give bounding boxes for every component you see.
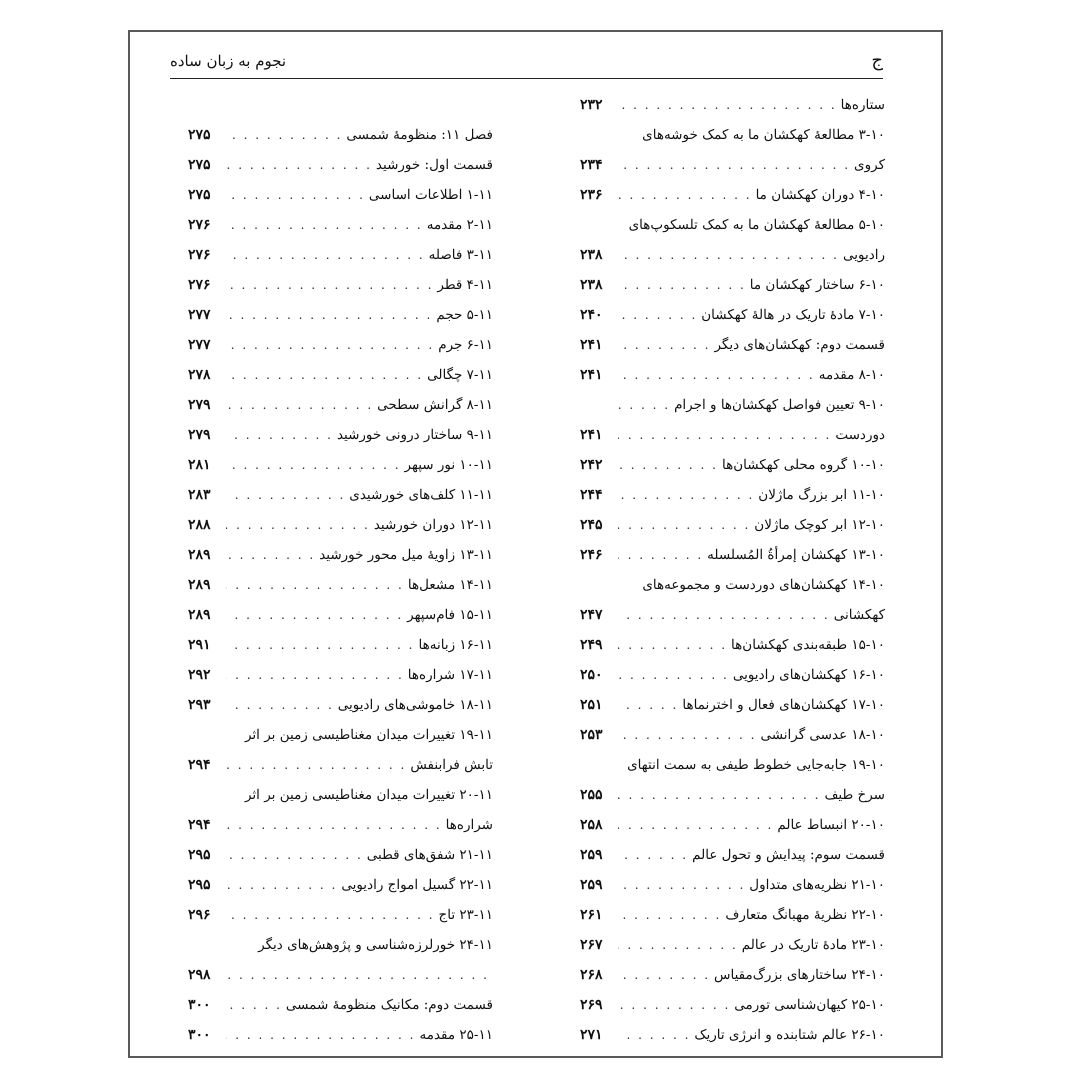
toc-entry [188, 510, 493, 540]
toc-entry-title: ۹-۱۰ تعیین فواصل کهکشان‌ها و اجرام [674, 397, 885, 413]
toc-entry-page: ۲۳۴ [580, 157, 603, 173]
toc-entry-page: ۲۷۵ [188, 157, 211, 173]
toc-entry-page: ۲۷۹ [188, 427, 211, 443]
toc-entry-title: قسمت سوم: پیدایش و تحول عالم [692, 847, 885, 863]
toc-entry-title: ۱۸-۱۱ خاموشی‌های رادیویی [337, 697, 493, 713]
toc-entry [188, 330, 493, 360]
dot-leader [618, 900, 721, 930]
toc-entry-page: ۲۵۰ [580, 667, 603, 683]
dot-leader [226, 330, 434, 360]
dot-leader [618, 240, 839, 270]
toc-entry [188, 390, 493, 420]
dot-leader [618, 660, 729, 690]
dot-leader [618, 570, 638, 600]
toc-entry-title: ۱۲-۱۱ دوران خورشید [373, 517, 493, 533]
toc-entry-title: تابش فرابنفش [410, 757, 493, 773]
toc-entry-page: ۲۸۹ [188, 607, 211, 623]
toc-entry-title: ۹-۱۱ ساختار درونی خورشید [336, 427, 493, 443]
toc-entry-title: ۲۰-۱۱ تغییرات میدان مغناطیسی زمین بر اثر [244, 787, 493, 803]
toc-entry-title: ۱۹-۱۱ تغییرات میدان مغناطیسی زمین بر اثر [244, 727, 493, 743]
toc-entry-page: ۲۸۳ [188, 487, 211, 503]
dot-leader [618, 150, 850, 180]
toc-entry-page: ۲۵۹ [580, 877, 603, 893]
book-page [128, 30, 943, 1058]
toc-entry-title: قسمت دوم: کهکشان‌های دیگر [714, 337, 885, 353]
toc-entry [188, 720, 493, 750]
dot-leader [618, 690, 678, 720]
dot-leader [618, 930, 738, 960]
toc-entry-title: ۳-۱۱ فاصله [428, 247, 493, 263]
toc-entry [580, 330, 885, 360]
dot-leader [226, 450, 401, 480]
toc-entry [580, 420, 885, 450]
toc-entry-title: ۸-۱۱ گرانش سطحی [377, 397, 493, 413]
dot-leader [226, 390, 373, 420]
toc-entry [580, 990, 885, 1020]
toc-column-left [188, 90, 493, 1050]
toc-entry [188, 150, 493, 180]
toc-entry-title: ۲-۱۱ مقدمه [426, 217, 493, 233]
dot-leader [618, 600, 830, 630]
toc-entry [188, 630, 493, 660]
dot-leader [618, 480, 754, 510]
toc-entry [188, 180, 493, 210]
dot-leader [226, 660, 404, 690]
toc-entry-title: ۱۰-۱۰ گروه محلی کهکشان‌ها [722, 457, 885, 473]
toc-entry-title: ۶-۱۱ جرم [438, 337, 493, 353]
toc-entry-page: ۲۹۱ [188, 637, 211, 653]
toc-entry [580, 660, 885, 690]
toc-entry [580, 900, 885, 930]
dot-leader [618, 750, 623, 780]
toc-entry-title: ۱۲-۱۰ ابر کوچک ماژلان [754, 517, 885, 533]
toc-entry-page: ۲۶۱ [580, 907, 603, 923]
toc-entry-title: قسمت اول: خورشید [375, 157, 493, 173]
toc-entry [188, 240, 493, 270]
toc-entry-page: ۲۵۹ [580, 847, 603, 863]
dot-leader [226, 360, 423, 390]
toc-entry-title: ۲۲-۱۰ نظریهٔ مهبانگ متعارف [725, 907, 885, 923]
toc-entry-page: ۲۳۲ [580, 97, 603, 113]
toc-entry-title: ۴-۱۰ دوران کهکشان ما [755, 187, 885, 203]
dot-leader [618, 300, 697, 330]
toc-entry-page: ۲۴۴ [580, 487, 603, 503]
toc-entry [188, 930, 493, 960]
toc-entry [580, 570, 885, 600]
dot-leader [226, 270, 433, 300]
dot-leader [618, 510, 750, 540]
toc-entry [188, 300, 493, 330]
toc-entry-page: ۲۴۲ [580, 457, 603, 473]
dot-leader [226, 720, 241, 750]
dot-leader [226, 180, 365, 210]
toc-entry-title: ۶-۱۰ ساختار کهکشان ما [749, 277, 885, 293]
toc-entry-page: ۲۶۷ [580, 937, 603, 953]
dot-leader [618, 540, 703, 570]
toc-entry-page: ۲۴۰ [580, 307, 603, 323]
page-header [170, 46, 883, 79]
toc-entry-title: قسمت دوم: مکانیک منظومهٔ شمسی [285, 997, 493, 1013]
toc-entry-page: ۲۵۳ [580, 727, 603, 743]
toc-entry-page: ۲۸۹ [188, 577, 211, 593]
toc-entry-page: ۲۷۷ [188, 307, 211, 323]
toc-entry [188, 270, 493, 300]
dot-leader [226, 630, 415, 660]
toc-entry [188, 570, 493, 600]
toc-entry-page: ۲۷۸ [188, 367, 211, 383]
toc-entry [188, 810, 493, 840]
toc-entry [580, 780, 885, 810]
toc-entry [580, 810, 885, 840]
toc-entry-page: ۲۴۵ [580, 517, 603, 533]
toc-entry-title: ۲۲-۱۱ گسیل امواج رادیویی [341, 877, 493, 893]
toc-entry-title: ۱۵-۱۰ طبقه‌بندی کهکشان‌ها [731, 637, 885, 653]
toc-entry [580, 600, 885, 630]
toc-entry-title: ۲۰-۱۰ انبساط عالم [777, 817, 885, 833]
toc-entry-title: ۷-۱۰ مادهٔ تاریک در هالهٔ کهکشان [701, 307, 885, 323]
toc-entry [580, 240, 885, 270]
toc-entry-title: فصل ۱۱: منظومهٔ شمسی [346, 127, 493, 143]
toc-entry-page: ۲۷۶ [188, 217, 211, 233]
toc-entry-title: ۲۶-۱۰ عالم شتابنده و انرژی تاریک [694, 1027, 885, 1043]
toc-entry [580, 450, 885, 480]
toc-entry-title: ۲۴-۱۱ خورلرزه‌شناسی و پژوهش‌های دیگر [258, 937, 493, 953]
dot-leader [226, 600, 403, 630]
dot-leader [226, 960, 489, 990]
toc-entry-title: شراره‌ها [445, 817, 493, 833]
toc-entry-page: ۲۷۷ [188, 337, 211, 353]
toc-entry [188, 480, 493, 510]
dot-leader [226, 210, 423, 240]
dot-leader [226, 930, 254, 960]
toc-entry-title: ۱۱-۱۰ ابر بزرگ ماژلان [758, 487, 885, 503]
dot-leader [226, 990, 282, 1020]
toc-entry-title: ۱۴-۱۰ کهکشان‌های دوردست و مجموعه‌های [642, 577, 885, 593]
dot-leader [618, 90, 837, 120]
toc-entry-page: ۲۸۹ [188, 547, 211, 563]
toc-entry-title: ۱۳-۱۰ کهکشان إمرأةُ المُسلسله [707, 547, 885, 563]
toc-entry-title: دوردست [835, 427, 885, 443]
toc-entry [580, 120, 885, 150]
dot-leader [618, 270, 746, 300]
dot-leader [226, 840, 363, 870]
toc-entry-page: ۲۹۳ [188, 697, 211, 713]
toc-entry-title: ۲۱-۱۱ شفق‌های قطبی [366, 847, 493, 863]
dot-leader [618, 840, 688, 870]
toc-entry-title: ۱۷-۱۰ کهکشان‌های فعال و اخترنماها [682, 697, 885, 713]
toc-entry-page: ۲۹۵ [188, 847, 211, 863]
toc-entry [580, 960, 885, 990]
toc-entry [188, 900, 493, 930]
dot-leader [226, 870, 337, 900]
dot-leader [618, 450, 718, 480]
toc-entry-title: ۳-۱۰ مطالعهٔ کهکشان ما به کمک خوشه‌های [642, 127, 885, 143]
toc-entry [188, 780, 493, 810]
toc-entry-page: ۲۴۹ [580, 637, 603, 653]
toc-entry-page: ۲۴۱ [580, 427, 603, 443]
toc-entry-page: ۲۴۶ [580, 547, 603, 563]
dot-leader [226, 150, 372, 180]
dot-leader [618, 180, 752, 210]
toc-entry [188, 1020, 493, 1050]
toc-entry-page: ۲۴۱ [580, 367, 603, 383]
toc-entry [580, 630, 885, 660]
dot-leader [226, 480, 345, 510]
dot-leader [618, 420, 831, 450]
dot-leader [618, 120, 638, 150]
toc-entry [580, 360, 885, 390]
toc-entry [188, 450, 493, 480]
toc-entry [188, 960, 493, 990]
toc-entry-page: ۲۳۸ [580, 247, 603, 263]
dot-leader [226, 420, 333, 450]
toc-entry-title: ۱۳-۱۱ زاویهٔ میل محور خورشید [319, 547, 493, 563]
toc-entry [580, 870, 885, 900]
toc-entry-page: ۲۳۶ [580, 187, 603, 203]
toc-entry [188, 90, 493, 120]
toc-entry-title: ۱۵-۱۱ فام‌سپهر [407, 607, 493, 623]
toc-entry [580, 720, 885, 750]
toc-entry-title: ۱-۱۱ اطلاعات اساسی [368, 187, 493, 203]
toc-entry-page: ۲۷۵ [188, 187, 211, 203]
toc-entry [580, 300, 885, 330]
dot-leader [226, 690, 334, 720]
toc-entry-title: ستاره‌ها [840, 97, 885, 113]
dot-leader [226, 240, 425, 270]
toc-entry-page: ۲۸۸ [188, 517, 211, 533]
toc-entry-page: ۳۰۰ [188, 1027, 211, 1043]
dot-leader [226, 300, 432, 330]
toc-entry-title: ۸-۱۰ مقدمه [818, 367, 885, 383]
toc-entry-page: ۲۸۱ [188, 457, 211, 473]
dot-leader [618, 960, 710, 990]
toc-entry [580, 210, 885, 240]
toc-entry-title: کهکشانی [833, 607, 885, 623]
dot-leader [618, 330, 710, 360]
dot-leader [618, 360, 815, 390]
toc-entry-page: ۲۹۶ [188, 907, 211, 923]
toc-entry [580, 930, 885, 960]
toc-entry-page: ۲۷۹ [188, 397, 211, 413]
toc-entry-title: ۱۸-۱۰ عدسی گرانشی [760, 727, 885, 743]
toc-entry-page: ۲۴۱ [580, 337, 603, 353]
dot-leader [618, 1020, 690, 1050]
toc-entry-title: ۲۱-۱۰ نظریه‌های متداول [749, 877, 885, 893]
toc-entry-page: ۲۶۸ [580, 967, 603, 983]
toc-entry-page: ۲۵۸ [580, 817, 603, 833]
dot-leader [226, 120, 342, 150]
toc-entry-page: ۲۴۷ [580, 607, 603, 623]
toc-entry-title: ۴-۱۱ قطر [437, 277, 493, 293]
toc-entry [580, 840, 885, 870]
toc-entry-title: ۲۳-۱۰ مادهٔ تاریک در عالم [741, 937, 885, 953]
toc-entry-title: ۱۶-۱۰ کهکشان‌های رادیویی [732, 667, 885, 683]
running-title: نجوم به زبان ساده [170, 52, 287, 70]
toc-entry-page: ۲۹۲ [188, 667, 211, 683]
toc-entry [188, 420, 493, 450]
toc-entry [188, 870, 493, 900]
dot-leader [226, 750, 406, 780]
toc-entry-page: ۲۵۵ [580, 787, 603, 803]
toc-entry [188, 660, 493, 690]
page-number: ج [871, 50, 883, 71]
dot-leader [226, 540, 315, 570]
dot-leader [618, 630, 727, 660]
toc-entry-title: کروی [854, 157, 885, 173]
toc-entry-title: ۲۵-۱۱ مقدمه [419, 1027, 493, 1043]
toc-entry [188, 210, 493, 240]
dot-leader [226, 90, 489, 120]
toc-entry-page: ۲۷۱ [580, 1027, 603, 1043]
dot-leader [226, 510, 370, 540]
toc-entry [580, 1020, 885, 1050]
toc-entry [580, 690, 885, 720]
toc-entry [580, 150, 885, 180]
dot-leader [618, 870, 745, 900]
dot-leader [618, 210, 625, 240]
toc-column-right [580, 90, 885, 1050]
toc-entry-title: ۱۶-۱۱ زبانه‌ها [418, 637, 493, 653]
toc-entry-title: ۱۹-۱۰ جابه‌جایی خطوط طیفی به سمت انتهای [627, 757, 885, 773]
toc-entry [580, 480, 885, 510]
toc-entry [580, 390, 885, 420]
dot-leader [226, 810, 442, 840]
toc-entry-page: ۲۵۱ [580, 697, 603, 713]
toc-entry-page: ۲۹۸ [188, 967, 211, 983]
toc-entry-title: سرخ طیف [824, 787, 885, 803]
dot-leader [226, 570, 404, 600]
toc-entry-title: ۱۰-۱۱ نور سپهر [404, 457, 493, 473]
toc-entry [188, 690, 493, 720]
toc-entry [580, 90, 885, 120]
toc-entry-title: ۲۵-۱۰ کیهان‌شناسی تورمی [734, 997, 885, 1013]
toc-entry-page: ۲۹۵ [188, 877, 211, 893]
toc-entry-title: ۲۴-۱۰ ساختارهای بزرگ‌مقیاس [714, 967, 885, 983]
toc-entry [188, 540, 493, 570]
dot-leader [226, 900, 435, 930]
toc-entry-page: ۲۷۶ [188, 277, 211, 293]
toc-entry-page: ۲۳۸ [580, 277, 603, 293]
dot-leader [618, 390, 670, 420]
toc-entry-page: ۳۰۰ [188, 997, 211, 1013]
toc-entry-title: ۲۳-۱۱ تاج [438, 907, 493, 923]
toc-entry-title: ۱۴-۱۱ مشعل‌ها [407, 577, 493, 593]
dot-leader [618, 780, 820, 810]
toc-entry [188, 360, 493, 390]
toc-entry-title: ۱۱-۱۱ کلف‌های خورشیدی [349, 487, 493, 503]
dot-leader [618, 720, 756, 750]
toc-entry-title: ۵-۱۱ حجم [436, 307, 493, 323]
toc-entry [188, 990, 493, 1020]
toc-entry [580, 750, 885, 780]
toc-entry-page: ۲۶۹ [580, 997, 603, 1013]
toc-entry [580, 270, 885, 300]
toc-entry-page: ۲۷۵ [188, 127, 211, 143]
dot-leader [226, 1020, 416, 1050]
toc-entry [580, 180, 885, 210]
dot-leader [226, 780, 241, 810]
toc-entry [188, 600, 493, 630]
toc-entry [580, 510, 885, 540]
toc-entry [188, 120, 493, 150]
dot-leader [618, 990, 730, 1020]
dot-leader [618, 810, 773, 840]
toc-entry-title: ۷-۱۱ چگالی [427, 367, 493, 383]
toc-entry-title: ۱۷-۱۱ شراره‌ها [407, 667, 493, 683]
toc-entry [188, 840, 493, 870]
toc-entry-page: ۲۷۶ [188, 247, 211, 263]
toc-entry-title: ۵-۱۰ مطالعهٔ کهکشان ما به کمک تلسکوپ‌های [628, 217, 885, 233]
toc-entry [580, 540, 885, 570]
toc-entry-title: رادیویی [842, 247, 885, 263]
toc-entry-page: ۲۹۴ [188, 817, 211, 833]
toc-entry [188, 750, 493, 780]
toc-entry-page: ۲۹۴ [188, 757, 211, 773]
